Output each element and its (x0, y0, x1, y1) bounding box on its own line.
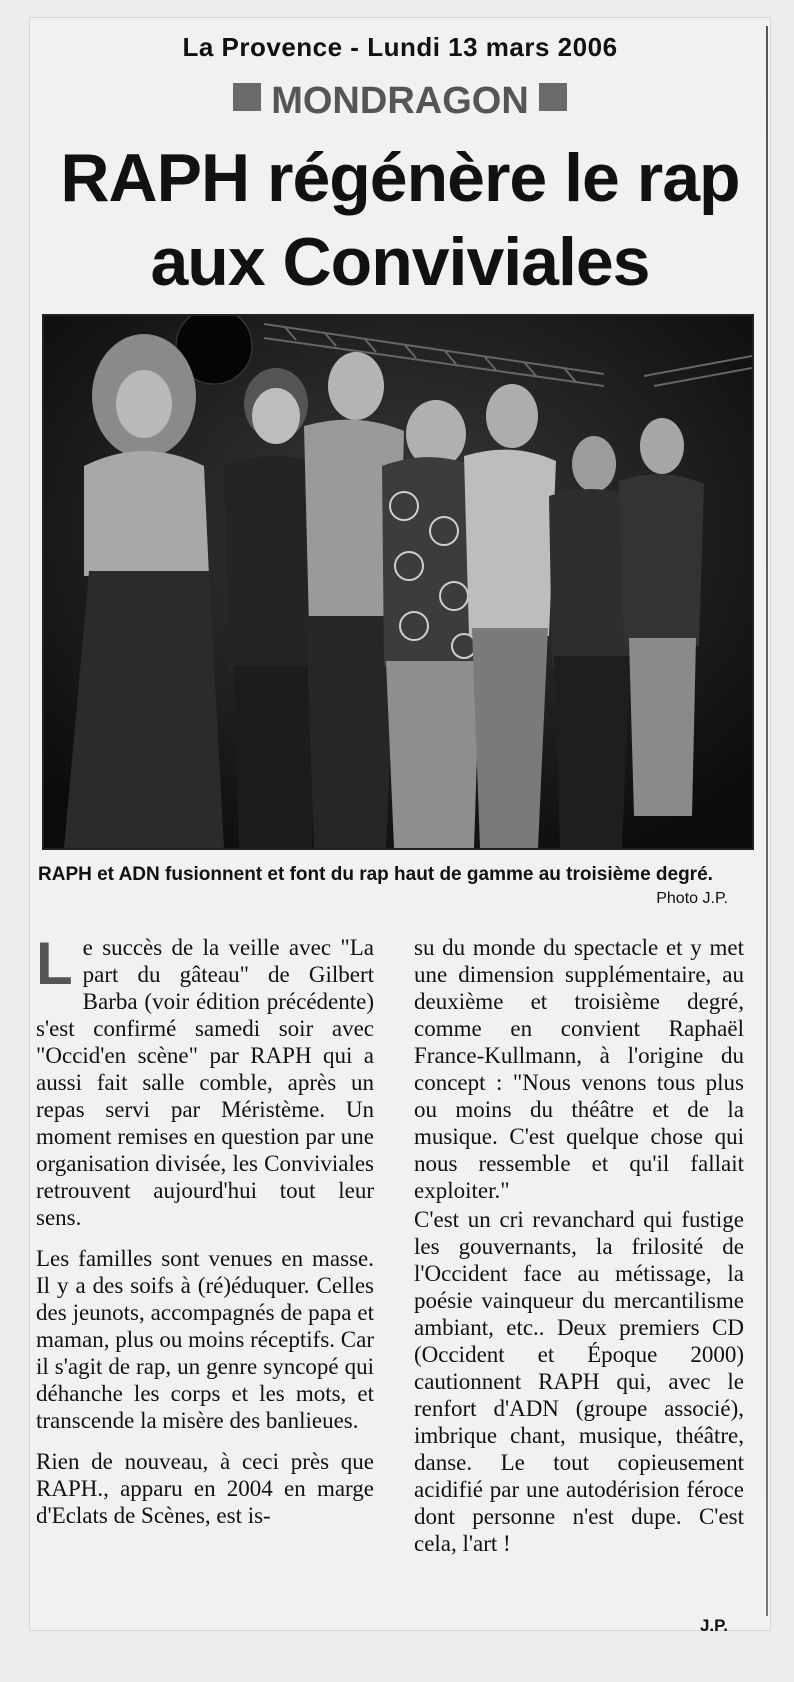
article-paragraph: Rien de nouveau, à ceci près que RAPH., apparu en 2004 en marge d'Eclats de Scènes, est is- (36, 1449, 374, 1528)
headline-line-2: aux Conviviales (150, 224, 650, 300)
newspaper-clipping (30, 18, 770, 1635)
rubric-square-left (233, 83, 261, 111)
headline-line-1: RAPH régénère le rap (60, 140, 740, 216)
photo-credit: Photo J.P. (656, 890, 728, 907)
photo-illustration (44, 316, 752, 848)
article-paragraph (36, 930, 374, 1231)
article-paragraph: Les familles sont venues en masse. Il y a des soifs à (ré)éduquer. Celles des jeunots, accompagnés de papa et maman, plus ou moins réceptifs. Car il s'agit de rap, un genre syncopé qui déhanche les corps et les mots, et transcende la misère des banlieues. (36, 1246, 374, 1433)
article-paragraph: C'est un cri revanchard qui fustige les gouvernants, la frilosité de l'Occident face au métissage, la poésie vainqueur du mercantilisme ambiant, etc.. Deux premiers CD (Occident et Époque 2000) cautionnent RAPH qui, avec le renfort d'ADN (groupe associé), imbrique chant, musique, théâtre, danse. Le tout copieusement acidifié par une autodérision féroce dont personne n'est dupe. C'est cela, l'art ! (414, 1207, 744, 1556)
headline (44, 136, 756, 304)
article-column-1 (36, 930, 374, 1543)
concert-photo (42, 314, 754, 850)
rubric-label: MONDRAGON (271, 80, 529, 122)
article-paragraph: su du monde du spectacle et y met une dimension supplémentaire, au deuxième et troisième degré, comme en convient Raphaël France-Kullmann, à l'origine du concept : "Nous venons tous plus ou moins du théâtre et de la musique. C'est quelque chose qui nous ressemble et qu'il fallait exploiter." (414, 935, 744, 1203)
dateline: La Provence - Lundi 13 mars 2006 (182, 32, 618, 62)
clipping-edge (766, 26, 768, 1616)
article-column-2 (414, 934, 744, 1559)
author-signature: J.P. (699, 1616, 728, 1635)
section-rubric (30, 80, 770, 123)
photo-caption: RAPH et ADN fusionnent et font du rap haut de gamme au troisième degré. (38, 864, 713, 885)
drop-cap: L (36, 930, 73, 997)
rubric-square-right (539, 83, 567, 111)
paragraph-text: e succès de la veille avec "La part du gâteau" de Gilbert Barba (voir édition précédente) s'est confirmé samedi soir avec "Occid'en scène" par RAPH qui a aussi fait salle comble, après un repas servi par Méristème. Un moment remises en question par une organisation divisée, les Conviviales retrouvent aujourd'hui tout leur sens. (36, 935, 374, 1230)
